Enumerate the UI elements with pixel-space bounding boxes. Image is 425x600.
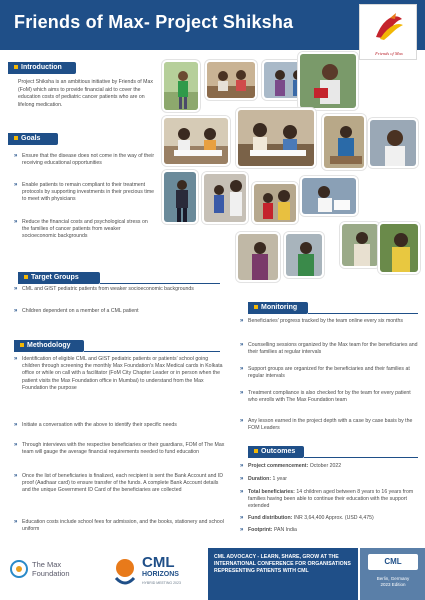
methodology-item: » Once the list of beneficiaries is finalized, each recipient is sent the Bank Account and ID proof (Aadhaar card) to ensure transfer of the funds. A complete Bank Account details and the unique Government ID Card of the beneficiaries are collected	[14, 473, 223, 494]
photo-girl-portrait	[340, 222, 380, 268]
goals-heading: Goals	[8, 133, 58, 145]
photo-child-portrait	[368, 118, 418, 168]
introduction-heading: Introduction	[8, 62, 76, 74]
footer	[0, 548, 425, 600]
outcome-item: » Footprint: PAN India	[240, 527, 297, 533]
photo-boy-portrait	[378, 222, 420, 274]
introduction-text: Project Shiksha is an ambitious initiative by Friends of Max (FoM) which aims to provide financial aid to cover the education costs of pediatric cancer patients who are on lifelong medication.	[18, 79, 153, 108]
max-foundation-logo-icon	[10, 560, 28, 578]
max-foundation-name: The Max Foundation	[32, 560, 70, 578]
photo-group-study	[236, 108, 316, 168]
photo-mother-child	[252, 182, 298, 224]
photo-father-son	[202, 172, 248, 224]
divider	[308, 313, 418, 314]
goals-item: » Reduce the financial costs and psychological stress on the families of cancer patients from weaker socioeconomic backgrounds	[14, 219, 148, 240]
methodology-item: » Education costs include school fees for admission, and the books, stationery and school uniform	[14, 519, 224, 533]
cml-horizons-title: CML	[142, 554, 175, 571]
hand-bird-icon	[372, 11, 406, 43]
monitoring-item: » Support groups are organized for the beneficiaries and their families at regular intervals	[240, 366, 410, 380]
target-group-item: » Children dependent on a member of a CML patient	[14, 308, 139, 314]
logo-caption: Friends of Max	[375, 51, 403, 56]
outcome-item: » Fund distribution: INR 3,64,400 Approx. (USD 4,475)	[240, 515, 374, 521]
photo-child-reading	[300, 176, 358, 216]
divider	[84, 351, 220, 352]
monitoring-item: » Beneficiaries' progress tracked by the team online every six months	[240, 318, 403, 324]
goals-item: » Ensure that the disease does not come in the way of their receiving educational opportunities	[14, 153, 155, 167]
methodology-item: » Through interviews with the respective beneficiaries or their guardians, FOM of The Max team will gauge the average financial requirements needed to fund education	[14, 442, 225, 456]
photo-children-study	[205, 60, 257, 100]
footer-band-text: CML ADVOCACY - LEARN, SHARE, GROW AT THE INTERNATIONAL CONFERENCE FOR ORGANISATIONS REPRESENTING PATIENTS WITH CML	[214, 554, 351, 574]
cml-advocates-network-badge	[360, 548, 425, 600]
divider	[100, 283, 220, 284]
goals-item: » Enable patients to remain compliant to their treatment protocols by supporting investments in their precious time to meet with physicians	[14, 182, 155, 203]
cml-right-sub: Berlin, Germany 2023 Edition	[376, 576, 410, 587]
divider	[304, 457, 418, 458]
methodology-item: » Identification of eligible CML and GIST pediatric patients or patients’ school going children through screening the monthly Max Foundation's Max Medical cards in Kolkata office or while on call with a facilitator (FoM City Chapter Leader or in person when the patient visits the Max Foundation office in Mumbai) to understand from the Max Foundation the purpose	[14, 356, 223, 391]
target-groups-heading: Target Groups	[18, 272, 100, 284]
photo-students-writing	[162, 116, 230, 166]
outcome-item: » Total beneficiaries: 14 children aged between 8 years to 16 years from families having been able to continue their education with the support extended	[240, 489, 414, 510]
friends-of-max-logo	[359, 4, 417, 60]
monitoring-item: » Counselling sessions organized by the Max team for the beneficiaries and their families at regular intervals	[240, 342, 418, 356]
photo-boy-with-book	[298, 52, 358, 110]
cml-right-logo: CML	[368, 554, 418, 570]
footer-band	[208, 548, 358, 600]
methodology-heading: Methodology	[14, 340, 84, 352]
outcome-item: » Project commencement: October 2022	[240, 463, 342, 469]
cml-horizons-logo-icon	[110, 556, 140, 590]
cml-horizons-tag: HYBRID MEETING 2023	[142, 581, 181, 585]
photo-woman-portrait	[236, 232, 280, 282]
monitoring-item: » Treatment compliance is also checked for by the team for every patient who enrolls with The Max Foundation team	[240, 390, 411, 404]
photo-students-desk	[322, 114, 366, 170]
target-group-item: » CML and GIST pediatric patients from weaker socioeconomic backgrounds	[14, 286, 194, 292]
photo-child-outdoors	[162, 60, 200, 112]
methodology-item: » Initiate a conversation with the above to identify their specific needs	[14, 422, 177, 428]
monitoring-item: » Any lesson earned in the project depth with a case by case basis by the FOM Leaders	[240, 418, 413, 432]
photo-student-portrait	[284, 232, 324, 278]
outcomes-heading: Outcomes	[248, 446, 304, 458]
outcome-item: » Duration: 1 year	[240, 476, 287, 482]
monitoring-heading: Monitoring	[248, 302, 308, 314]
cml-horizons-sub: HORIZONS	[142, 571, 179, 578]
photo-boy-standing	[162, 170, 198, 224]
page-title: Friends of Max- Project Shiksha	[14, 12, 294, 32]
